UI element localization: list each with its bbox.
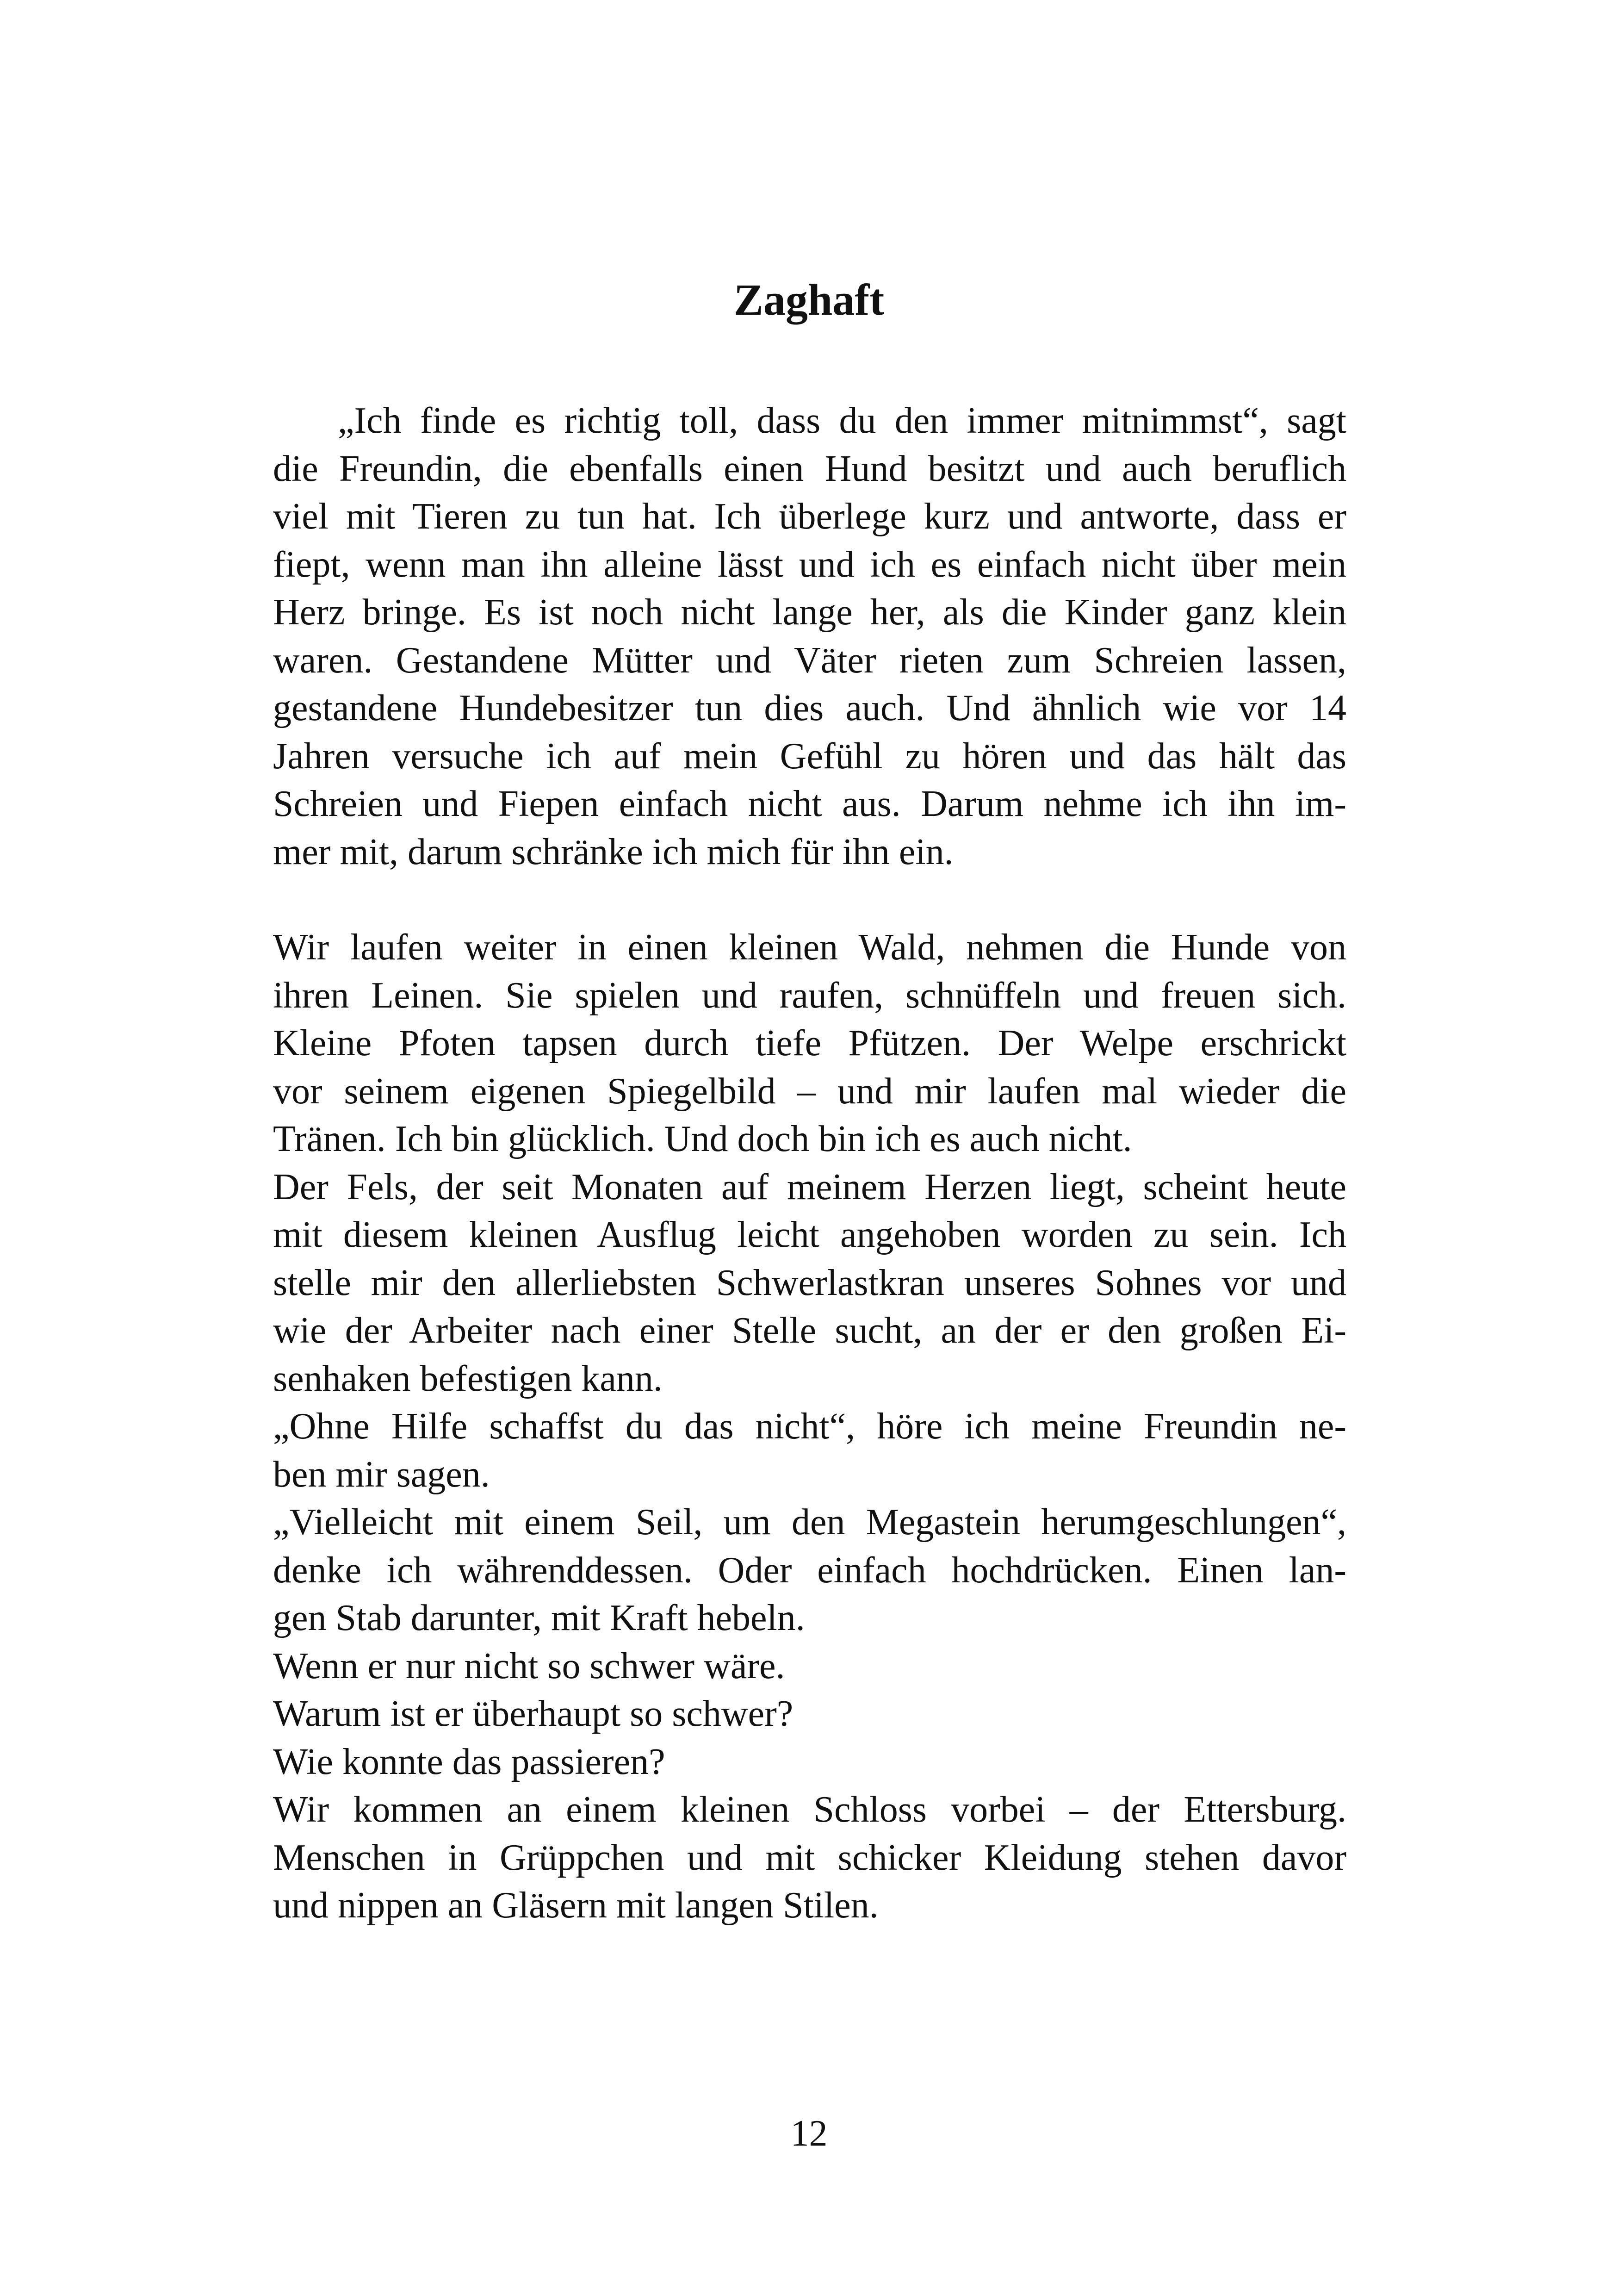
page-title: Zaghaft	[733, 275, 885, 324]
paragraph	[273, 1403, 1346, 1499]
text-line: Der Fels, der seit Monaten auf meinem Herzen liegt, scheint heute	[273, 1166, 1346, 1207]
text-line: Menschen in Grüppchen und mit schicker Kleidung stehen davor	[273, 1837, 1346, 1878]
text-line: Wie konnte das passieren?	[273, 1741, 665, 1782]
paragraph	[273, 1690, 1346, 1738]
text-line: senhaken befestigen kann.	[273, 1358, 663, 1399]
text-line: gen Stab darunter, mit Kraft hebeln.	[273, 1598, 805, 1638]
text-line: waren. Gestandene Mütter und Väter rieten zum Schreien lassen,	[273, 640, 1346, 681]
text-line: viel mit Tieren zu tun hat. Ich überlege kurz und antworte, dass er	[273, 496, 1346, 537]
text-line: die Freundin, die ebenfalls einen Hund besitzt und auch beruflich	[273, 448, 1346, 489]
text-line: „Vielleicht mit einem Seil, um den Megastein herumgeschlungen“,	[273, 1502, 1346, 1543]
text-line: „Ohne Hilfe schaffst du das nicht“, höre ich meine Freundin ne-	[273, 1406, 1346, 1447]
paragraph	[273, 1738, 1346, 1786]
paragraph	[273, 1786, 1346, 1930]
text-line: Wenn er nur nicht so schwer wäre.	[273, 1645, 785, 1686]
text-line: fiept, wenn man ihn alleine lässt und ich es einfach nicht über mein	[273, 544, 1346, 585]
text-line: Wir laufen weiter in einen kleinen Wald, nehmen die Hunde von	[273, 927, 1346, 968]
text-line: Kleine Pfoten tapsen durch tiefe Pfützen. Der Welpe erschrickt	[273, 1023, 1346, 1064]
text-line: ihren Leinen. Sie spielen und raufen, schnüffeln und freuen sich.	[273, 975, 1346, 1016]
paragraph	[273, 1164, 1346, 1403]
text-line: und nippen an Gläsern mit langen Stilen.	[273, 1885, 879, 1926]
text-line: wie der Arbeiter nach einer Stelle sucht, an der er den großen Ei-	[273, 1310, 1346, 1351]
text-line: denke ich währenddessen. Oder einfach hochdrücken. Einen lan-	[273, 1549, 1346, 1591]
text-line: Wir kommen an einem kleinen Schloss vorbei – der Ettersburg.	[273, 1789, 1346, 1830]
page-number: 12	[790, 2113, 828, 2154]
body-text	[273, 397, 1346, 1930]
text-line: vor seinem eigenen Spiegelbild – und mir laufen mal wieder die	[273, 1070, 1346, 1112]
paragraph-gap	[273, 876, 1346, 924]
text-line: gestandene Hundebesitzer tun dies auch. Und ähnlich wie vor 14	[273, 688, 1346, 728]
paragraph	[273, 1499, 1346, 1643]
text-line: mit diesem kleinen Ausflug leicht angehoben worden zu sein. Ich	[273, 1214, 1346, 1255]
text-line: „Ich finde es richtig toll, dass du den immer mitnimmst“, sagt	[338, 400, 1346, 441]
paragraph	[273, 1643, 1346, 1691]
text-line: Warum ist er überhaupt so schwer?	[273, 1693, 794, 1734]
paragraph	[273, 397, 1346, 876]
text-line: Jahren versuche ich auf mein Gefühl zu hören und das hält das	[273, 735, 1346, 777]
text-line: ben mir sagen.	[273, 1454, 490, 1495]
text-line: mer mit, darum schränke ich mich für ihn ein.	[273, 831, 954, 872]
text-line: Tränen. Ich bin glücklich. Und doch bin ich es auch nicht.	[273, 1119, 1132, 1159]
paragraph	[273, 924, 1346, 1164]
text-line: Herz bringe. Es ist noch nicht lange her, als die Kinder ganz klein	[273, 592, 1346, 633]
text-line: Schreien und Fiepen einfach nicht aus. Darum nehme ich ihn im-	[273, 784, 1346, 824]
text-line: stelle mir den allerliebsten Schwerlastkran unseres Sohnes vor und	[273, 1262, 1346, 1303]
